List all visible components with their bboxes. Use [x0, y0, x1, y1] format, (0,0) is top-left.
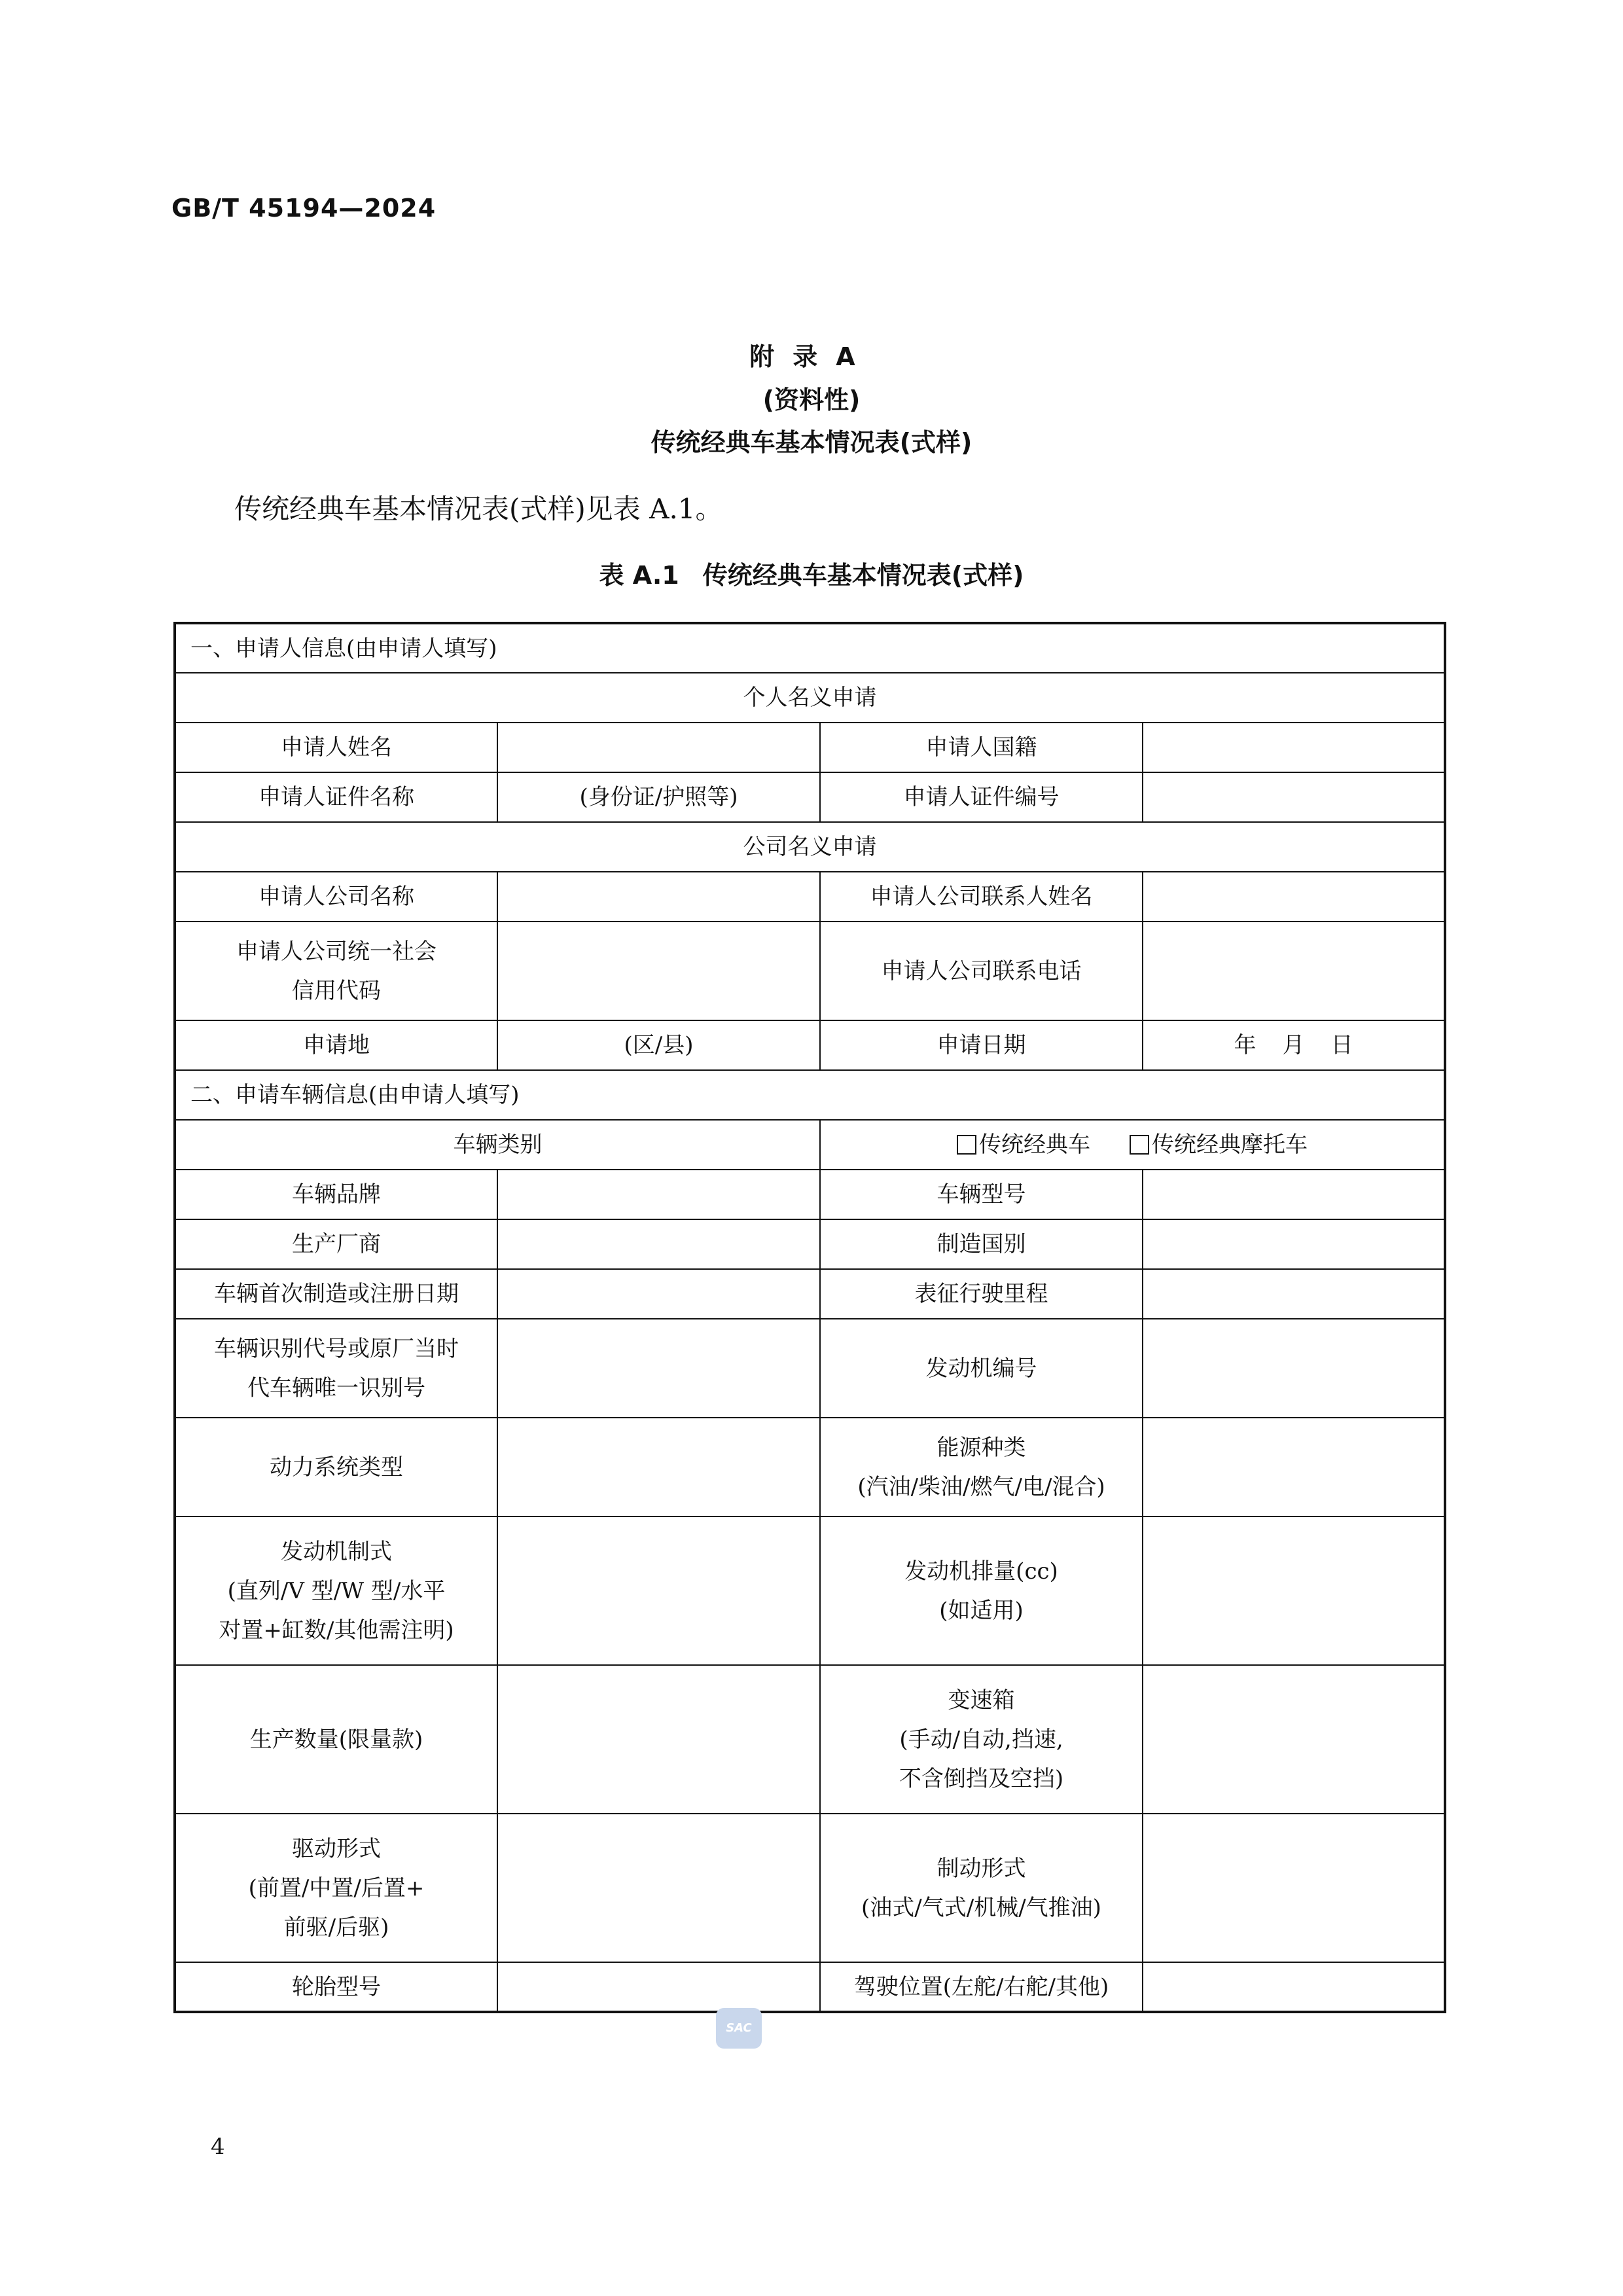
energy-type-field[interactable]: [1143, 1418, 1445, 1516]
table-caption: [0, 555, 1623, 591]
brake-type-line1: 制动形式: [936, 1855, 1026, 1882]
brake-type-field[interactable]: [1143, 1814, 1445, 1962]
engine-type-label: [175, 1516, 497, 1665]
vin-label-line2: 代车辆唯一识别号: [247, 1374, 425, 1401]
applicant-name-field[interactable]: [497, 723, 820, 772]
power-type-field[interactable]: [497, 1418, 820, 1516]
date-year: 年: [1234, 1032, 1257, 1058]
gearbox-line1: 变速箱: [948, 1687, 1015, 1713]
energy-type-line1: 能源种类: [936, 1434, 1026, 1461]
apply-place-field[interactable]: (区/县): [497, 1020, 820, 1070]
steering-position-label: 驾驶位置(左舵/右舵/其他): [820, 1962, 1143, 2012]
company-credit-code-field[interactable]: [497, 922, 820, 1020]
gearbox-line3: 不含倒挡及空挡): [899, 1765, 1064, 1792]
engine-type-field[interactable]: [497, 1516, 820, 1665]
option-classic-car-label: 传统经典车: [979, 1132, 1090, 1158]
table-number: 表 A.1: [599, 561, 679, 590]
energy-type-line2: (汽油/柴油/燃气/电/混合): [857, 1473, 1105, 1500]
vehicle-brand-field[interactable]: [497, 1170, 820, 1219]
vehicle-category-options: [820, 1120, 1445, 1170]
company-application-heading: 公司名义申请: [175, 822, 1445, 872]
applicant-nationality-label: 申请人国籍: [820, 723, 1143, 772]
sac-watermark: SAC: [716, 2008, 762, 2049]
displacement-label: [820, 1516, 1143, 1665]
production-field[interactable]: [497, 1665, 820, 1814]
engine-number-field[interactable]: [1143, 1319, 1445, 1418]
option-classic-car[interactable]: [957, 1125, 1090, 1164]
brake-type-label: [820, 1814, 1143, 1962]
company-phone-field[interactable]: [1143, 922, 1445, 1020]
gearbox-line2: (手动/自动,挡速,: [899, 1726, 1063, 1753]
power-type-label: 动力系统类型: [175, 1418, 497, 1516]
annex-title: 传统经典车基本情况表(式样): [651, 428, 972, 457]
mileage-field[interactable]: [1143, 1269, 1445, 1319]
drive-type-line1: 驱动形式: [292, 1835, 381, 1862]
company-name-field[interactable]: [497, 872, 820, 922]
option-classic-motorcycle[interactable]: [1130, 1125, 1308, 1164]
vin-field[interactable]: [497, 1319, 820, 1418]
vehicle-model-field[interactable]: [1143, 1170, 1445, 1219]
energy-type-label: [820, 1418, 1143, 1516]
country-field[interactable]: [1143, 1219, 1445, 1269]
drive-type-line2: (前置/中置/后置+: [248, 1874, 425, 1901]
id-document-name-label: 申请人证件名称: [175, 772, 497, 822]
vehicle-brand-label: 车辆品牌: [175, 1170, 497, 1219]
intro-paragraph: 传统经典车基本情况表(式样)见表 A.1。: [234, 493, 723, 525]
vehicle-model-label: 车辆型号: [820, 1170, 1143, 1219]
company-contact-field[interactable]: [1143, 872, 1445, 922]
engine-type-line3: 对置+缸数/其他需注明): [219, 1617, 454, 1643]
annex-kind: (资料性): [762, 386, 861, 414]
gearbox-label: [820, 1665, 1143, 1814]
vin-label-line1: 车辆识别代号或原厂当时: [214, 1335, 459, 1362]
applicant-nationality-field[interactable]: [1143, 723, 1445, 772]
company-name-label: 申请人公司名称: [175, 872, 497, 922]
mileage-label: 表征行驶里程: [820, 1269, 1143, 1319]
first-date-label: 车辆首次制造或注册日期: [175, 1269, 497, 1319]
table-title: 传统经典车基本情况表(式样): [702, 561, 1024, 590]
vehicle-category-label: 车辆类别: [175, 1120, 820, 1170]
tire-model-field[interactable]: [497, 1962, 820, 2012]
apply-date-field[interactable]: [1143, 1020, 1445, 1070]
first-date-field[interactable]: [497, 1269, 820, 1319]
engine-type-line2: (直列/V 型/W 型/水平: [227, 1577, 446, 1604]
section-applicant-info: 一、申请人信息(由申请人填写): [175, 623, 1445, 673]
section-vehicle-info: 二、申请车辆信息(由申请人填写): [175, 1070, 1445, 1120]
manufacturer-label: 生产厂商: [175, 1219, 497, 1269]
production-label: 生产数量(限量款): [175, 1665, 497, 1814]
displacement-field[interactable]: [1143, 1516, 1445, 1665]
engine-number-label: 发动机编号: [820, 1319, 1143, 1418]
checkbox-classic-car[interactable]: [957, 1135, 976, 1155]
displacement-line1: 发动机排量(cc): [904, 1558, 1058, 1585]
apply-date-label: 申请日期: [820, 1020, 1143, 1070]
company-credit-code-line1: 申请人公司统一社会: [236, 938, 437, 965]
option-classic-motorcycle-label: 传统经典摩托车: [1152, 1132, 1308, 1158]
company-credit-code-line2: 信用代码: [292, 977, 381, 1004]
manufacturer-field[interactable]: [497, 1219, 820, 1269]
page-number: 4: [211, 2134, 225, 2160]
country-label: 制造国别: [820, 1219, 1143, 1269]
displacement-line2: (如适用): [939, 1597, 1024, 1624]
date-day: 日: [1330, 1032, 1353, 1058]
gearbox-field[interactable]: [1143, 1665, 1445, 1814]
date-month: 月: [1282, 1032, 1305, 1058]
apply-place-label: 申请地: [175, 1020, 497, 1070]
classic-vehicle-form: [173, 622, 1446, 2013]
company-credit-code-label: [175, 922, 497, 1020]
steering-position-field[interactable]: [1143, 1962, 1445, 2012]
tire-model-label: 轮胎型号: [175, 1962, 497, 2012]
standard-code: GB/T 45194—2024: [171, 194, 437, 223]
brake-type-line2: (油式/气式/机械/气推油): [861, 1894, 1101, 1921]
id-document-number-field[interactable]: [1143, 772, 1445, 822]
applicant-name-label: 申请人姓名: [175, 723, 497, 772]
drive-type-label: [175, 1814, 497, 1962]
vin-label: [175, 1319, 497, 1418]
company-contact-label: 申请人公司联系人姓名: [820, 872, 1143, 922]
id-document-name-field[interactable]: (身份证/护照等): [497, 772, 820, 822]
company-phone-label: 申请人公司联系电话: [820, 922, 1143, 1020]
checkbox-classic-motorcycle[interactable]: [1130, 1135, 1149, 1155]
drive-type-line3: 前驱/后驱): [283, 1914, 389, 1941]
personal-application-heading: 个人名义申请: [175, 673, 1445, 723]
id-document-number-label: 申请人证件编号: [820, 772, 1143, 822]
engine-type-line1: 发动机制式: [281, 1538, 392, 1565]
drive-type-field[interactable]: [497, 1814, 820, 1962]
annex-label: 附录A: [749, 342, 874, 371]
